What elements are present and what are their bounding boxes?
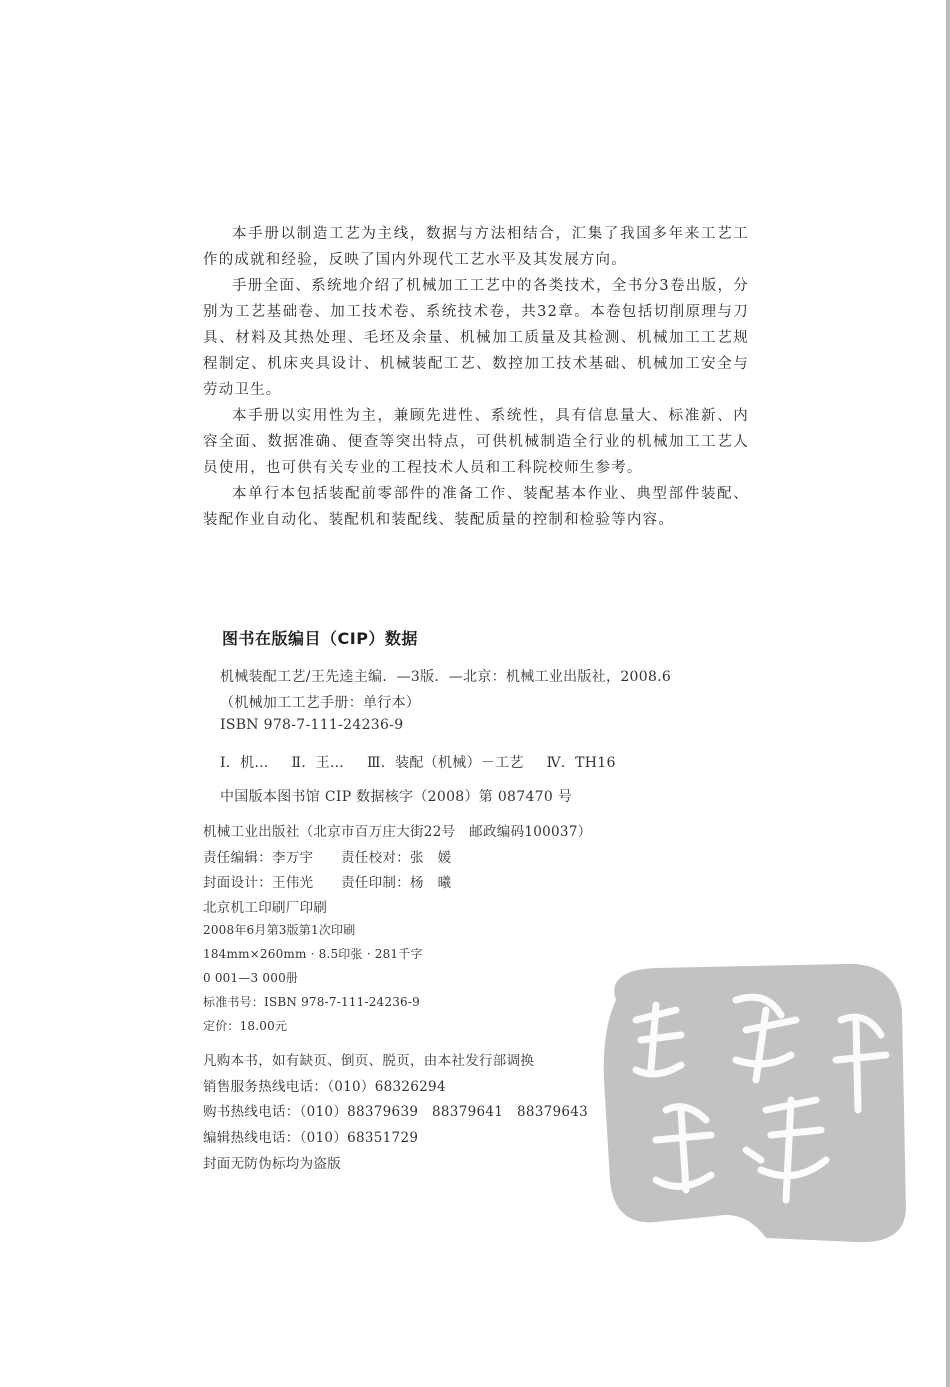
description-paragraph-1: 本手册以制造工艺为主线，数据与方法相结合，汇集了我国多年来工艺工作的成就和经验，反映了国内外现代工艺水平及其发展方向。 (203, 226, 749, 268)
editorial-hotline: 编辑热线电话：（010）68351729 (203, 1130, 419, 1146)
classification-3: Ⅲ．装配（机械）－工艺 (366, 755, 524, 771)
format-line: 184mm×260mm · 8.5印张 · 281千字 (203, 947, 423, 961)
classification-4: Ⅳ．TH16 (546, 755, 616, 771)
notice-line: 凡购本书，如有缺页、倒页、脱页，由本社发行部调换 (203, 1053, 535, 1069)
classification-1: Ⅰ．机… (220, 755, 269, 771)
cip-bibliographic-line: 机械装配工艺/王先逵主编．—3版．—北京：机械工业出版社，2008.6 (220, 669, 672, 685)
seal-stamp-icon (596, 960, 908, 1248)
purchase-hotline: 购书热线电话：（010）88379639 88379641 88379643 (203, 1104, 589, 1120)
editor-line: 责任编辑：李万宇 责任校对：张 媛 (203, 850, 452, 866)
publisher-line: 机械工业出版社（北京市百万庄大街22号 邮政编码100037） (203, 824, 592, 840)
printer-line: 北京机工印刷厂印刷 (203, 900, 328, 916)
edition-line: 2008年6月第3版第1次印刷 (203, 923, 356, 937)
classification-2: Ⅱ．王… (291, 755, 345, 771)
cip-isbn: ISBN 978-7-111-24236-9 (220, 717, 404, 733)
page-edge (946, 0, 950, 1387)
anti-counterfeit-notice: 封面无防伪标均为盗版 (203, 1156, 341, 1172)
cip-title: 图书在版编目（CIP）数据 (222, 629, 418, 648)
standard-number-line: 标准书号：ISBN 978-7-111-24236-9 (203, 995, 420, 1009)
print-run-line: 0 001—3 000册 (203, 971, 299, 985)
book-description (203, 221, 749, 533)
description-paragraph-3: 本手册以实用性为主，兼顾先进性、系统性，具有信息量大、标准新、内容全面、数据准确、便查等突出特点，可供机械制造全行业的机械加工工艺人员使用，也可供有关专业的工程技术人员和工科院校师生参考。 (203, 408, 749, 476)
description-paragraph-2: 手册全面、系统地介绍了机械加工工艺中的各类技术，全书分3卷出版，分别为工艺基础卷、加工技术卷、系统技术卷，共32章。本卷包括切削原理与刀具、材料及其热处理、毛坯及余量、机械加工质量及其检测、机械加工工艺规程制定、机床夹具设计、机械装配工艺、数控加工技术基础、机械加工安全与劳动卫生。 (203, 278, 749, 398)
sales-hotline: 销售服务热线电话：（010）68326294 (203, 1079, 446, 1095)
design-line: 封面设计：王伟光 责任印制：杨 曦 (203, 875, 452, 891)
cip-classification (220, 752, 616, 772)
cip-series-line: （机械加工工艺手册：单行本） (220, 695, 421, 711)
price-line: 定价：18.00元 (203, 1019, 288, 1033)
description-paragraph-4: 本单行本包括装配前零部件的准备工作、装配基本作业、典型部件装配、装配作业自动化、装配机和装配线、装配质量的控制和检验等内容。 (203, 486, 749, 528)
cip-library-record: 中国版本图书馆 CIP 数据核字（2008）第 087470 号 (220, 789, 573, 805)
